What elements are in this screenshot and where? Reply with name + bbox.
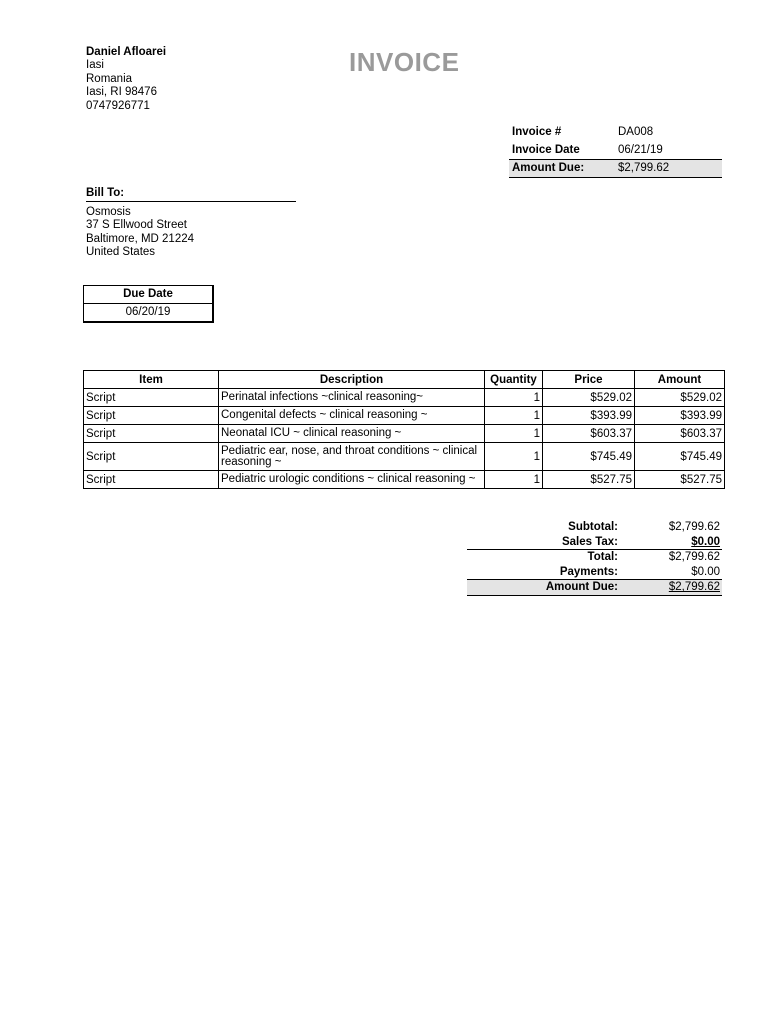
row-amount: $527.75 [635, 471, 725, 489]
row-amount: $745.49 [635, 443, 725, 471]
due-date-box [83, 285, 214, 323]
items-table [83, 370, 725, 489]
sender-name: Daniel Afloarei [86, 46, 167, 58]
row-amount: $603.37 [635, 425, 725, 443]
row-item: Script [84, 443, 219, 471]
due-date-value: 06/20/19 [125, 306, 171, 318]
payments-label: Payments: [559, 565, 618, 578]
row-price: $745.49 [543, 443, 635, 471]
row-description: Pediatric ear, nose, and throat conditions ~ clinical reasoning ~ [219, 443, 485, 471]
total-label: Total: [587, 551, 618, 563]
amount-due-value: $2,799.62 [618, 162, 670, 174]
row-quantity: 1 [485, 443, 543, 471]
total-value: $2,799.62 [668, 551, 720, 563]
payments-value: $0.00 [691, 565, 720, 578]
sales-tax-value: $0.00 [691, 535, 720, 548]
due-date-heading: Due Date [84, 286, 212, 304]
row-price: $527.75 [543, 471, 635, 489]
table-row [84, 443, 725, 471]
row-amount: $393.99 [635, 407, 725, 425]
row-description: Congenital defects ~ clinical reasoning ~ [219, 407, 485, 425]
row-price: $393.99 [543, 407, 635, 425]
row-item: Script [84, 407, 219, 425]
bill-to-block [86, 206, 194, 260]
row-item: Script [84, 471, 219, 489]
payments-row [467, 565, 722, 580]
invoice-number-value: DA008 [618, 126, 654, 138]
row-item: Script [84, 389, 219, 407]
sender-city: Iasi [86, 59, 104, 72]
header-description: Description [219, 371, 485, 389]
bill-to-city: Baltimore, MD 21224 [86, 232, 195, 245]
table-row [84, 471, 725, 489]
totals-block [467, 520, 722, 596]
bill-to-heading: Bill To: [86, 187, 296, 202]
header-amount: Amount [635, 371, 725, 389]
bill-to-name: Osmosis [86, 206, 131, 218]
invoice-number-label: Invoice # [512, 126, 562, 138]
bill-to-street: 37 S Ellwood Street [86, 219, 188, 232]
sales-tax-label: Sales Tax: [561, 535, 618, 548]
row-amount: $529.02 [635, 389, 725, 407]
total-amount-due-label: Amount Due: [545, 581, 618, 593]
sender-block [86, 46, 166, 113]
invoice-number-row [509, 123, 722, 141]
row-price: $529.02 [543, 389, 635, 407]
total-amount-due-value: $2,799.62 [668, 581, 720, 593]
row-quantity: 1 [485, 389, 543, 407]
invoice-title: INVOICE [349, 47, 460, 77]
table-row [84, 389, 725, 407]
subtotal-value: $2,799.62 [668, 521, 720, 533]
row-description: Perinatal infections ~clinical reasoning~ [219, 389, 485, 407]
table-row [84, 407, 725, 425]
row-price: $603.37 [543, 425, 635, 443]
sender-region: Iasi, RI 98476 [86, 86, 157, 99]
table-header-row [84, 371, 725, 389]
amount-due-row [509, 159, 722, 178]
invoice-meta [509, 123, 722, 178]
row-quantity: 1 [485, 471, 543, 489]
row-description: Neonatal ICU ~ clinical reasoning ~ [219, 425, 485, 443]
invoice-date-value: 06/21/19 [618, 144, 663, 156]
header-quantity: Quantity [485, 371, 543, 389]
sales-tax-row [467, 535, 722, 550]
total-amount-due-row [467, 579, 722, 596]
invoice-date-label: Invoice Date [512, 144, 580, 156]
header-item: Item [84, 371, 219, 389]
subtotal-label: Subtotal: [568, 521, 618, 533]
sender-country: Romania [86, 72, 133, 85]
amount-due-label: Amount Due: [512, 162, 585, 174]
table-row [84, 425, 725, 443]
subtotal-row [467, 520, 722, 535]
sender-phone: 0747926771 [86, 99, 150, 112]
header-price: Price [543, 371, 635, 389]
row-quantity: 1 [485, 425, 543, 443]
total-row [467, 549, 722, 565]
invoice-date-row [509, 141, 722, 159]
row-quantity: 1 [485, 407, 543, 425]
row-description: Pediatric urologic conditions ~ clinical reasoning ~ [219, 471, 485, 489]
row-item: Script [84, 425, 219, 443]
bill-to-country: United States [86, 246, 156, 259]
